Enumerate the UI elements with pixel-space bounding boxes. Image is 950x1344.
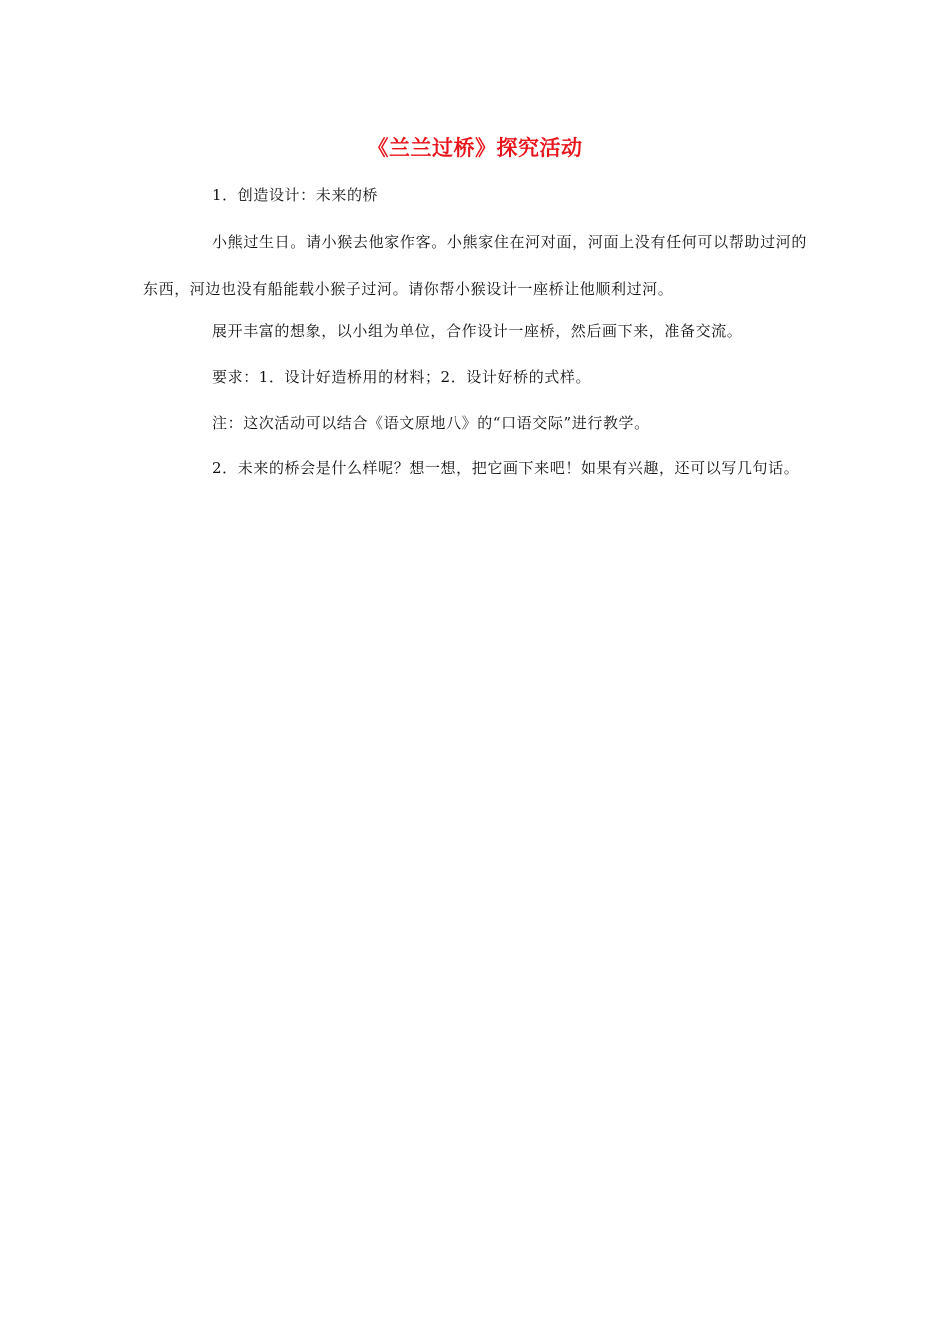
paragraph-instruction: 展开丰富的想象，以小组为单位，合作设计一座桥，然后画下来，准备交流。 [212, 322, 743, 340]
section-heading-2: 2．未来的桥会是什么样呢？想一想，把它画下来吧！如果有兴趣，还可以写几句话。 [212, 459, 800, 477]
paragraph-story: 小熊过生日。请小猴去他家作客。小熊家住在河对面，河面上没有任何可以帮助过河的东西，河边也没有船能载小猴子过河。请你帮小猴设计一座桥让他顺利过河。 [143, 233, 807, 298]
document-title: 《兰兰过桥》探究活动 [367, 136, 583, 160]
paragraph-requirements: 要求：1．设计好造桥用的材料；2．设计好桥的式样。 [212, 368, 592, 386]
document-body [143, 183, 807, 492]
paragraph-note: 注：这次活动可以结合《语文原地八》的“口语交际”进行教学。 [212, 414, 650, 432]
section-heading-1: 1．创造设计：未来的桥 [212, 186, 379, 204]
